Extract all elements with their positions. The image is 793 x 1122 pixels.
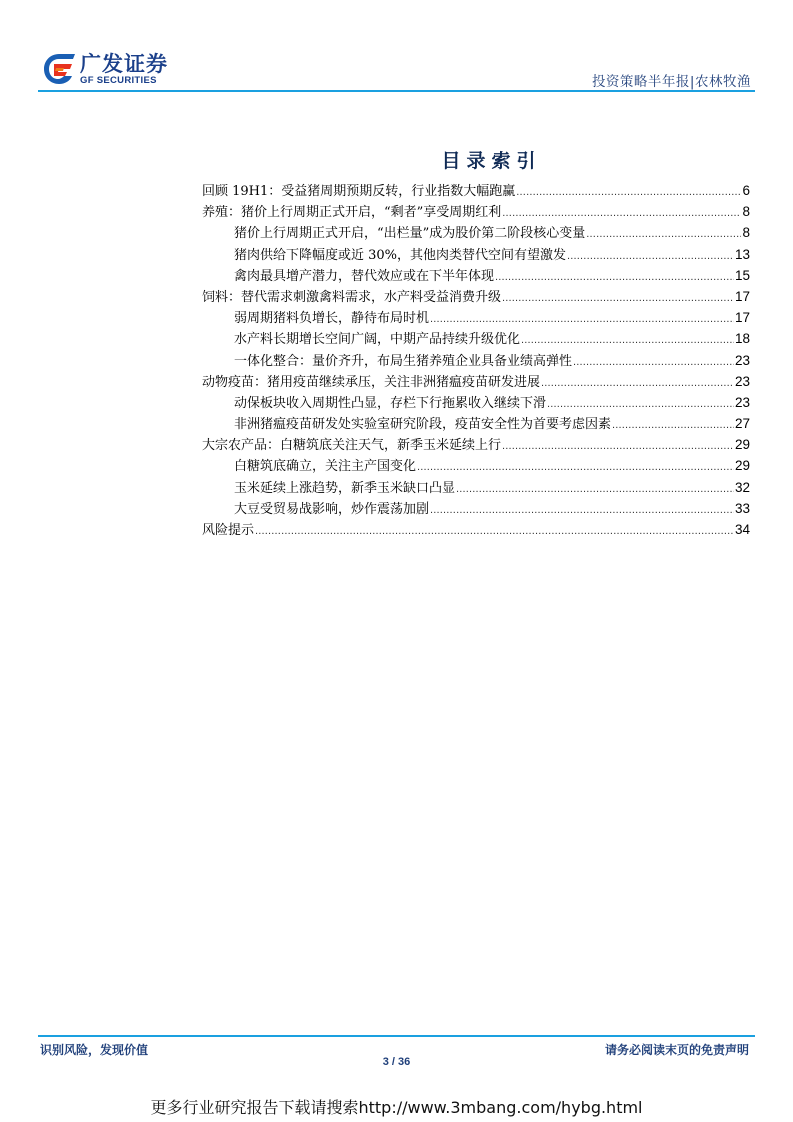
toc-entry-text: 大宗农产品：白糖筑底关注天气，新季玉米延续上行 [202,438,502,454]
toc-entry[interactable] [202,434,750,455]
toc-leader-dots [502,288,734,309]
toc-entry[interactable] [202,455,750,476]
toc-entry[interactable] [202,498,750,519]
toc-entry-text: 回顾 19H1：受益猪周期预期反转，行业指数大幅跑赢 [202,184,516,199]
gf-logo-icon [42,52,76,86]
page-footer [38,1035,755,1057]
toc-entry[interactable] [202,350,750,371]
toc-entry-page: 29 [734,458,750,474]
gf-securities-logo [42,52,168,86]
toc-entry-page: 8 [742,204,750,220]
toc-entry-text: 禽肉最具增产潜力，替代效应或在下半年体现 [234,268,495,284]
toc-entry[interactable] [202,413,750,434]
toc-entry[interactable] [202,307,750,328]
toc-entry-text: 一体化整合：量价齐升，布局生猪养殖企业具备业绩高弹性 [234,353,573,369]
toc-entry-text: 白糖筑底确立，关注主产国变化 [234,459,417,475]
toc-leader-dots [521,330,734,351]
toc-leader-dots [417,457,734,478]
toc-leader-dots [567,246,734,267]
toc-entry[interactable] [202,244,750,265]
toc-entry[interactable] [202,201,750,222]
toc-leader-dots [255,521,734,542]
toc-entry[interactable] [202,180,750,201]
logo-english-name: GF SECURITIES [80,74,157,86]
toc-leader-dots [430,309,734,330]
report-category: 投资策略半年报|农林牧渔 [591,74,751,90]
toc-entry[interactable] [202,477,750,498]
toc-leader-dots [541,373,734,394]
toc-entry-text: 饲料：替代需求刺激禽料需求，水产料受益消费升级 [202,289,502,305]
toc-entry-page: 17 [734,310,750,326]
footer-disclaimer-link[interactable]: 请务必阅读末页的免责声明 [604,1043,749,1057]
toc-entry-text: 风险提示 [202,523,255,538]
toc-leader-dots [502,436,734,457]
toc-leader-dots [456,479,734,500]
toc-leader-dots [612,415,734,436]
toc-entry[interactable] [202,222,750,243]
toc-entry-page: 6 [742,183,750,198]
toc-leader-dots [430,500,734,521]
toc-entry-page: 8 [742,225,750,241]
toc-entry-page: 17 [734,288,750,304]
footer-divider [38,1035,755,1037]
toc-leader-dots [586,224,741,245]
toc-entry-page: 32 [734,479,750,495]
toc-leader-dots [495,267,734,288]
toc-entry-page: 18 [734,331,750,347]
toc-entry-text: 大豆受贸易战影响，炒作震荡加剧 [234,501,430,517]
toc-entry-text: 水产料长期增长空间广阔，中期产品持续升级优化 [234,332,521,348]
toc-entry-page: 23 [734,394,750,410]
toc-entry-page: 34 [734,522,750,537]
download-watermark: 更多行业研究报告下载请搜索http://www.3mbang.com/hybg.html [150,1098,643,1117]
toc-title: 目录索引 [441,150,542,172]
toc-entry-text: 动保板块收入周期性凸显，存栏下行拖累收入继续下滑 [234,395,547,411]
footer-slogan: 识别风险，发现价值 [40,1043,149,1057]
toc-entry[interactable] [202,328,750,349]
toc-leader-dots [516,182,741,203]
page-number: 3 / 36 [382,1056,411,1068]
toc-leader-dots [547,394,734,415]
toc-entry-page: 27 [734,416,750,432]
logo-chinese-name: 广发证券 [80,51,168,76]
toc-entry-text: 玉米延续上涨趋势，新季玉米缺口凸显 [234,480,456,496]
toc-entry[interactable] [202,286,750,307]
toc-entry-text: 猪肉供给下降幅度或近 30%，其他肉类替代空间有望激发 [234,247,567,263]
toc-entry-page: 29 [734,437,750,453]
table-of-contents [202,180,750,540]
toc-entry[interactable] [202,519,750,540]
toc-entry-page: 23 [734,373,750,389]
toc-entry[interactable] [202,392,750,413]
toc-entry-text: 动物疫苗：猪用疫苗继续承压，关注非洲猪瘟疫苗研发进展 [202,374,541,390]
toc-entry-text: 弱周期猪料负增长，静待布局时机 [234,311,430,327]
toc-entry-page: 13 [734,246,750,262]
header-divider [38,90,755,92]
toc-entry-page: 23 [734,352,750,368]
toc-leader-dots [573,352,734,373]
toc-leader-dots [502,203,741,224]
toc-entry[interactable] [202,265,750,286]
toc-entry-page: 15 [734,267,750,283]
toc-entry-page: 33 [734,500,750,516]
toc-entry-text: 非洲猪瘟疫苗研发处实验室研究阶段，疫苗安全性为首要考虑因素 [234,417,612,433]
toc-entry-text: 养殖：猪价上行周期正式开启，“剩者”享受周期红利 [202,205,502,221]
toc-entry[interactable] [202,371,750,392]
page-header [38,48,755,92]
toc-entry-text: 猪价上行周期正式开启，“出栏量”成为股价第二阶段核心变量 [234,226,586,242]
